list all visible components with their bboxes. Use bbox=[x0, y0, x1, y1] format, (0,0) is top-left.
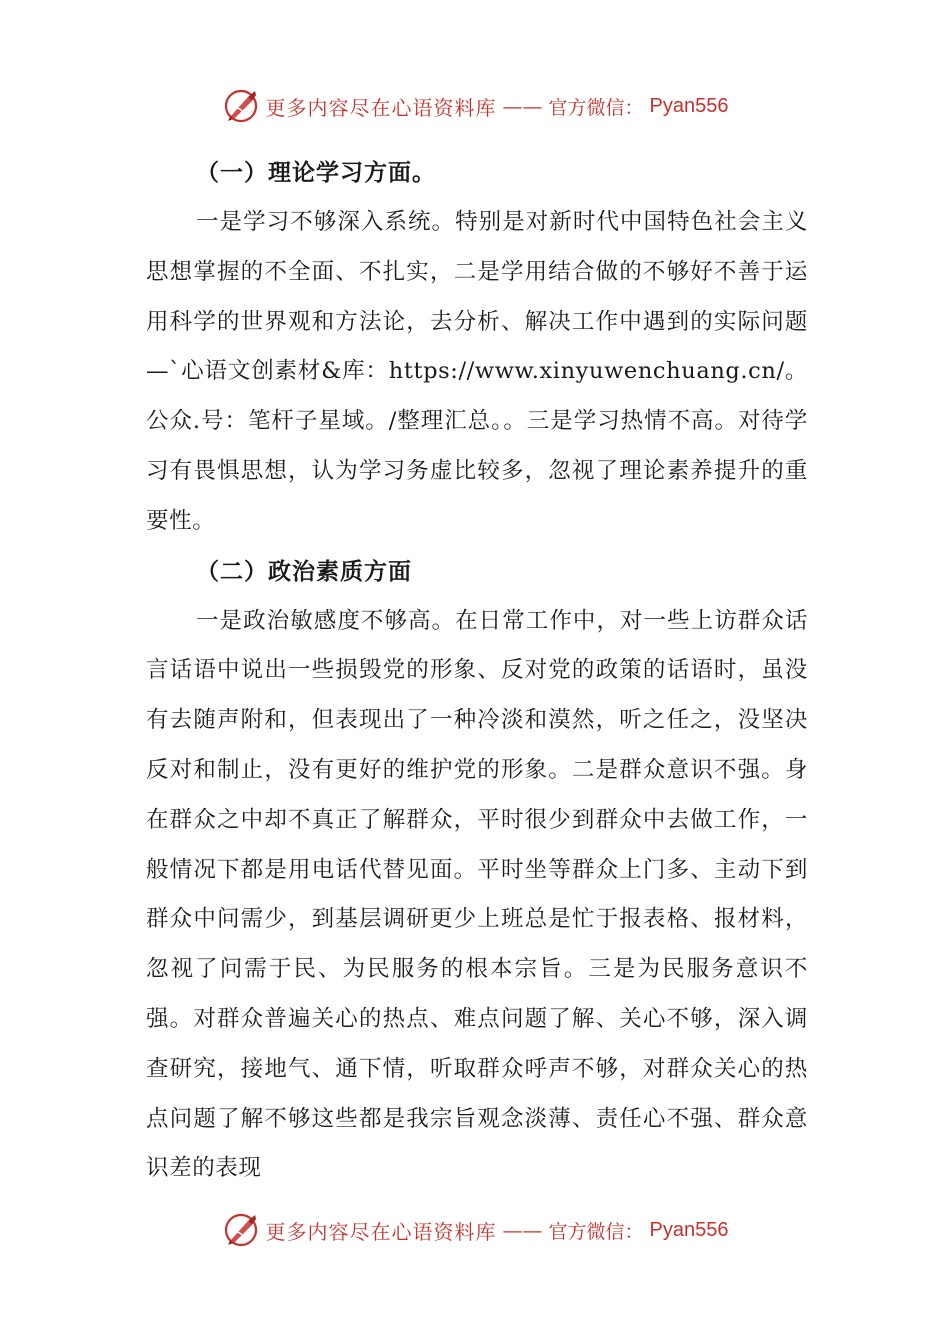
banner-title: 更多内容尽在心语资料库 bbox=[265, 95, 497, 120]
section-paragraph-politics: 一是政治敏感度不够高。在日常工作中，对一些上访群众话言话语中说出一些损毁党的形象、反对党的政策的话语时，虽没有去随声附和，但表现出了一种冷淡和漠然，听之任之，没坚决反对和制止，没有更好的维护党的形象。二是群众意识不强。身在群众之中却不真正了解群众，平时很少到群众中去做工作，一般情况下都是用电话代替见面。平时坐等群众上门多、主动下到群众中问需少，到基层调研更少上班总是忙于报表格、报材料，忽视了问需于民、为民服务的根本宗旨。三是为民服务意识不强。对群众普遍关心的热点、难点问题了解、关心不够，深入调查研究，接地气、通下情，听取群众呼声不够，对群众关心的热点问题了解不够这些都是我宗旨观念淡薄、责任心不强、群众意识差的表现 bbox=[146, 607, 808, 1182]
section-paragraph-theory: 一是学习不够深入系统。特别是对新时代中国特色社会主义思想掌握的不全面、不扎实，二是学用结合做的不够好不善于运用科学的世界观和方法论，去分析、解决工作中遇到的实际问题—`心语文创素材&库：https://www.xinyuwenchuang.cn/。公众.号：笔杆子星域。/整理汇总。。三是学习热情不高。对待学习有畏惧思想，认为学习务虚比较多，忽视了理论素养提升的重要性。 bbox=[146, 209, 808, 534]
banner-title: 更多内容尽在心语资料库 bbox=[265, 1219, 497, 1244]
document-body bbox=[146, 148, 808, 1194]
footer-banner bbox=[0, 1210, 950, 1250]
banner-wechat-label: 官方微信： bbox=[548, 96, 644, 119]
banner-wechat-id: Pyan556 bbox=[649, 1218, 729, 1241]
banner-wechat-id: Pyan556 bbox=[649, 94, 729, 117]
banner-separator: —— bbox=[502, 94, 543, 118]
section-heading-politics: （二）政治素质方面 bbox=[196, 557, 412, 585]
quill-pen-logo-icon bbox=[222, 1211, 260, 1249]
banner-wechat-label: 官方微信： bbox=[548, 1220, 644, 1243]
banner-separator: —— bbox=[502, 1218, 543, 1242]
section-heading-theory: （一）理论学习方面。 bbox=[196, 159, 436, 186]
quill-pen-logo-icon bbox=[222, 87, 260, 125]
header-banner bbox=[0, 86, 950, 126]
